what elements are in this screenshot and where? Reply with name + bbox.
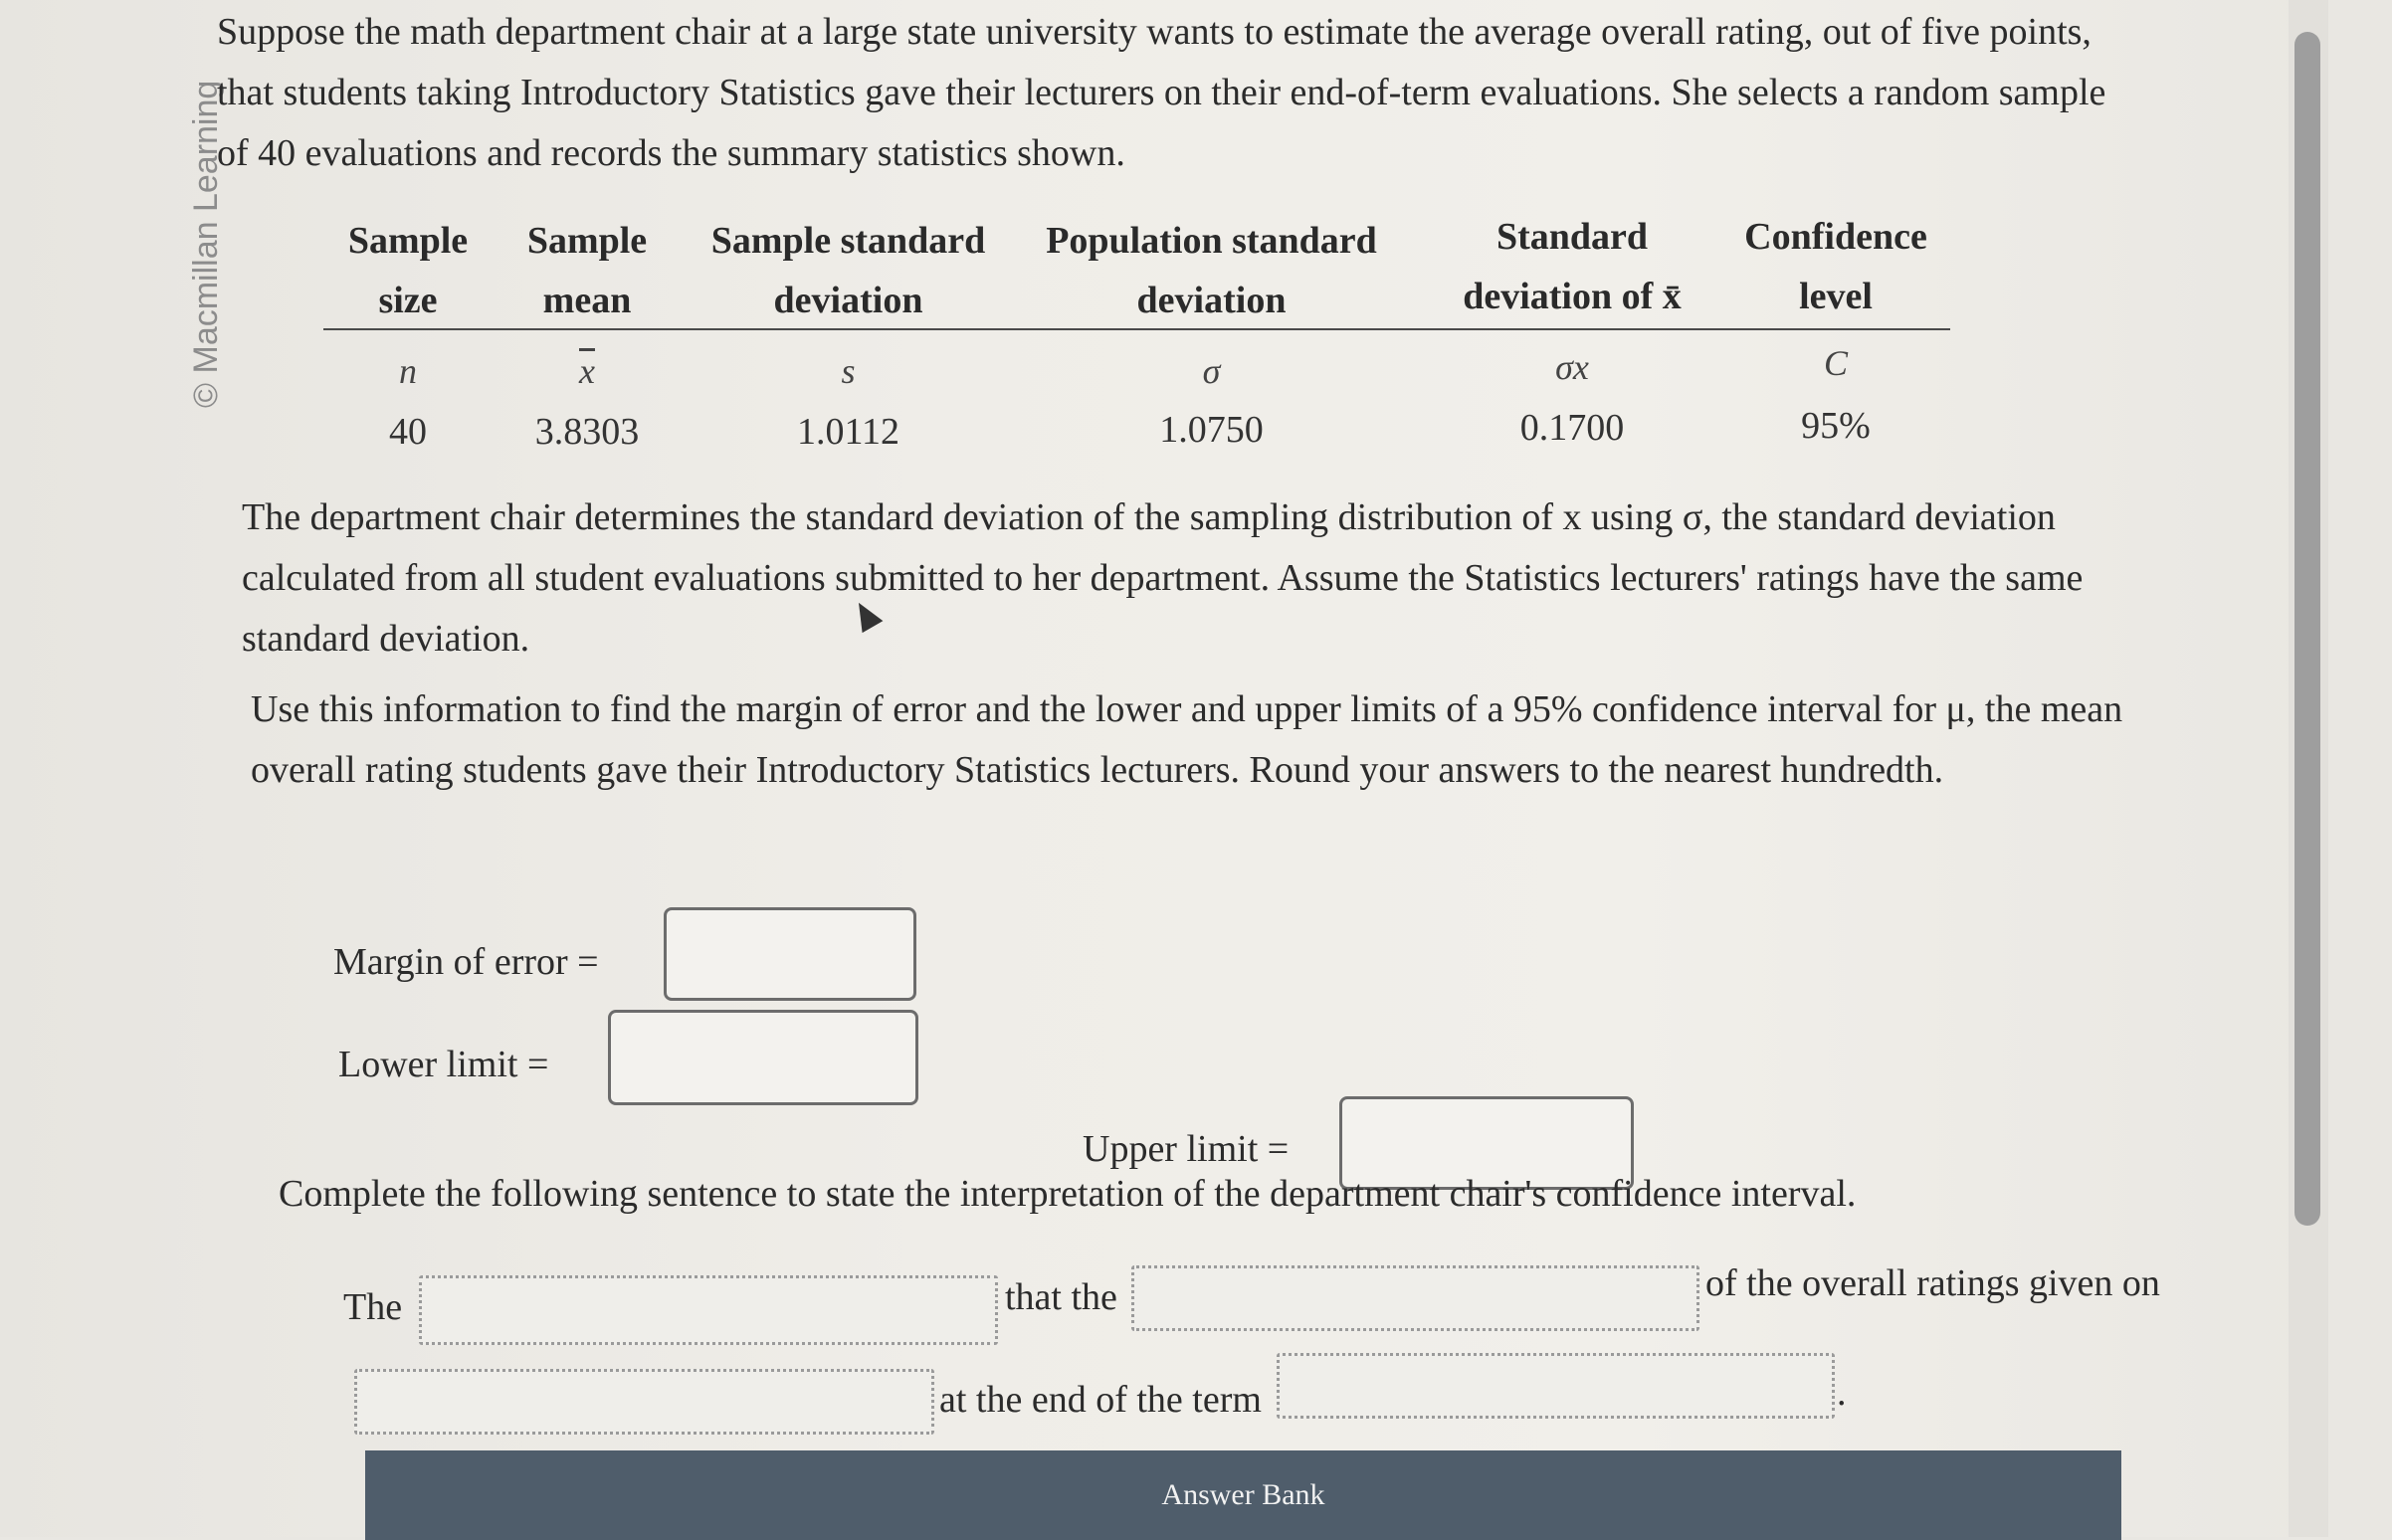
intro-paragraph bbox=[217, 2, 2105, 184]
margin-of-error-input[interactable] bbox=[664, 907, 916, 1001]
symbol-xbar: $\overline{x}$ bbox=[579, 351, 595, 391]
para-line: overall rating students gave their Introductory Statistics lecturers. Round your answers to the nearest hundredth. bbox=[251, 749, 1944, 791]
symbol-sigma-xbar: σx bbox=[1555, 347, 1589, 387]
word-at-end-of-term: at the end of the term bbox=[939, 1379, 1262, 1421]
para-line: standard deviation. bbox=[242, 618, 530, 660]
table-divider bbox=[323, 328, 1950, 330]
word-that-the: that the bbox=[1005, 1276, 1117, 1318]
header-confidence-level: Confidence level bbox=[1744, 216, 1927, 317]
header-sample-mean: Sample mean bbox=[526, 220, 648, 321]
intro-line: of 40 evaluations and records the summary statistics shown. bbox=[217, 132, 1125, 174]
header-sample-sd: Sample standard deviation bbox=[710, 220, 986, 321]
intro-line: Suppose the math department chair at a large state university wants to estimate the average overall rating, out of five points, bbox=[217, 11, 2092, 53]
margin-of-error-label: Margin of error = bbox=[333, 941, 599, 983]
word-of-overall-ratings: of the overall ratings given on bbox=[1705, 1262, 2160, 1304]
copyright-credit: © Macmillan Learning bbox=[187, 80, 225, 408]
symbol-c: C bbox=[1823, 343, 1848, 383]
header-sample-size: Sample size bbox=[347, 220, 469, 321]
value-c: 95% bbox=[1801, 405, 1871, 447]
lower-limit-label: Lower limit = bbox=[338, 1044, 549, 1085]
instructions-paragraph bbox=[251, 679, 2122, 801]
header-population-sd: Population standard deviation bbox=[1046, 220, 1377, 321]
value-xbar: 3.8303 bbox=[534, 411, 640, 453]
value-sigma-xbar: 0.1700 bbox=[1519, 407, 1625, 449]
sigma-paragraph bbox=[242, 487, 2083, 670]
para-line: calculated from all student evaluations submitted to her department. Assume the Statistics lecturers' ratings have the same bbox=[242, 557, 2084, 599]
scrollbar-thumb[interactable] bbox=[2294, 32, 2320, 1226]
value-s: 1.0112 bbox=[796, 411, 900, 453]
word-the: The bbox=[343, 1286, 403, 1328]
answer-drop-target-4[interactable] bbox=[1277, 1353, 1835, 1419]
header-sd-of-xbar: Standard deviation of x̄ bbox=[1463, 216, 1682, 317]
answer-drop-target-2[interactable] bbox=[1131, 1265, 1699, 1331]
value-n: 40 bbox=[389, 411, 427, 453]
answer-drop-target-3[interactable] bbox=[354, 1369, 934, 1435]
symbol-sigma: σ bbox=[1202, 351, 1221, 391]
para-line: The department chair determines the standard deviation of the sampling distribution of x using σ, the standard deviation bbox=[242, 496, 2056, 538]
value-sigma: 1.0750 bbox=[1159, 409, 1264, 451]
para-line: Use this information to find the margin of error and the lower and upper limits of a 95% confidence interval for μ, the mean bbox=[251, 688, 2123, 730]
upper-limit-label: Upper limit = bbox=[1083, 1128, 1290, 1170]
symbol-s: s bbox=[841, 351, 856, 391]
interpretation-prompt: Complete the following sentence to state the interpretation of the department chair's confidence interval. bbox=[279, 1173, 1857, 1215]
answer-drop-target-1[interactable] bbox=[419, 1275, 998, 1345]
lower-limit-input[interactable] bbox=[608, 1010, 918, 1105]
answer-bank-header[interactable]: Answer Bank bbox=[365, 1450, 2121, 1540]
symbol-n: n bbox=[399, 351, 417, 391]
period: . bbox=[1837, 1372, 1847, 1414]
intro-line: that students taking Introductory Statistics gave their lecturers on their end-of-term evaluations. She selects a random sample bbox=[217, 72, 2106, 113]
